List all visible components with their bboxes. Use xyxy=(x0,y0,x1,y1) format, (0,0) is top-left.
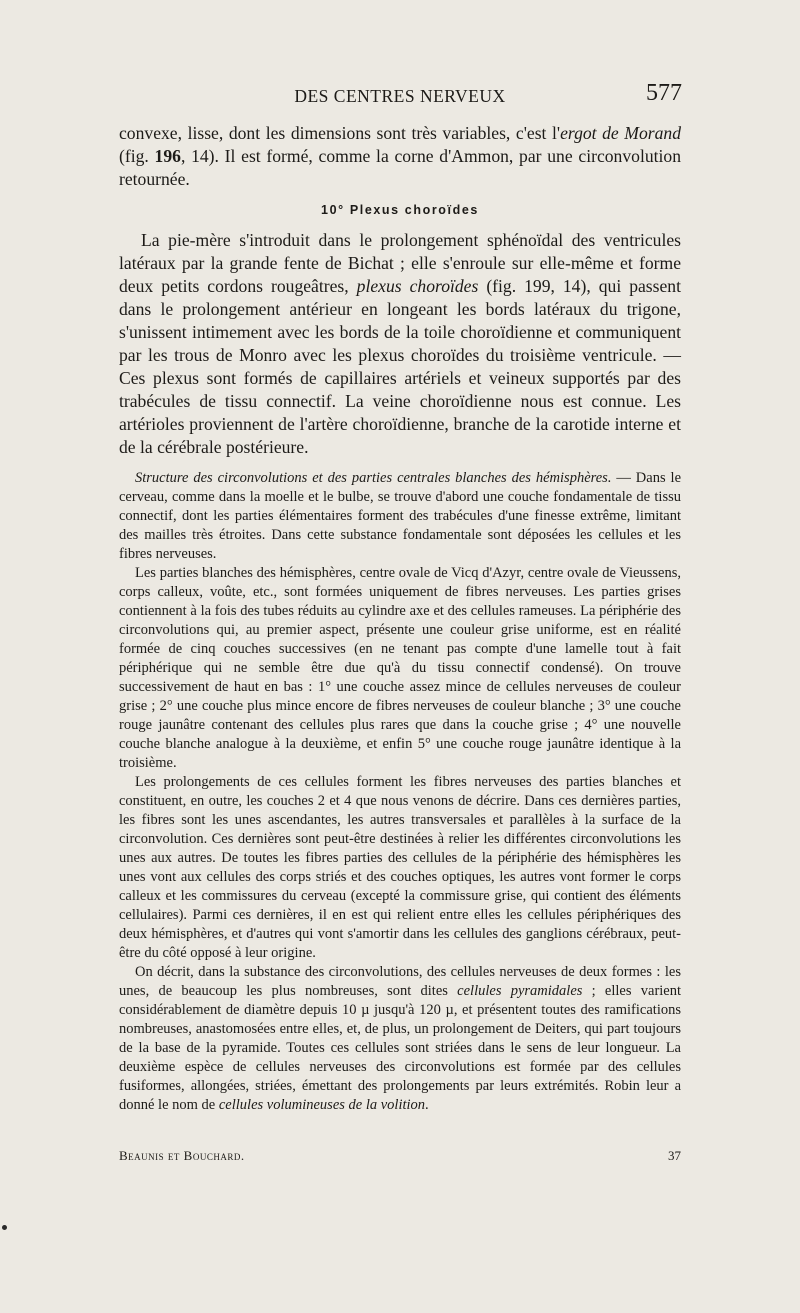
fine-paragraph-3: Les prolongements de ces cellules forment les fibres nerveuses des parties blanches et constituent, en outre, les couches 2 et 4 que nous venons de décrire. Dans ces dernières parties, les fibres sont les unes ascendantes, les autres transversales et parallèles à la surface de la circonvolution. Ces dernières sont peut-être destinées à relier les différentes circonvolutions les unes aux autres. De toutes les fibres parties des cellules de la périphérie des hémisphères les unes vont aux cellules des corps striés et des couches optiques, les autres vont former le corps calleux et les commissures du cerveau (excepté la commissure grise, qui contient des éléments cellulaires). Parmi ces dernières, il en est qui relient entre elles les cellules périphériques des deux hémisphères, et d'autres qui vont s'amortir dans les cellules des ganglions cérébraux, peut-être du côté opposé à leur origine. xyxy=(119,774,681,961)
intro-text-1: convexe, lisse, dont les dimensions sont très variables, c'est l' xyxy=(119,123,561,143)
intro-text-3: , 14). Il est formé, comme la corne d'Ammon, par une circonvolution retournée. xyxy=(119,146,681,189)
page-footer xyxy=(119,1148,681,1172)
intro-fig-number: 196 xyxy=(154,146,181,166)
fine-paragraph-2: Les parties blanches des hémisphères, centre ovale de Vicq d'Azyr, centre ovale de Vieussens, corps calleux, voûte, etc., sont formées uniquement de fibres nerveuses. Les parties grises contiennent à la fois des tubes réduits au cylindre axe et des cellules rameuses. La périphérie des circonvolutions qui, au premier aspect, présente une couleur grise uniforme, est en réalité formée de cinq couches successives (en ne tenant pas compte d'une lamelle tout à fait périphérique qui ne semble être due qu'à du tissu connectif condensé). On trouve successivement de haut en bas : 1° une couche assez mince de cellules nerveuses de couleur grise ; 2° une couche plus mince encore de fibres nerveuses de couleur blanche ; 3° une couche rouge jaunâtre contenant des cellules plus rares que dans la couche grise ; 4° une nouvelle couche blanche analogue à la deuxième, et enfin 5° une couche rouge jaunâtre identique à la troisième. xyxy=(119,565,681,771)
section-text-2: (fig. 199, 14), qui passent dans le prolongement antérieur en longeant les bords latéraux du trigone, s'unissent intimement avec les bords de la toile choroïdienne et communiquent par les trous de Monro avec les plexus choroïdes du troisième ventricule. — Ces plexus sont formés de capillaires artériels et veineux supportés par des trabécules de tissu connectif. La veine choroïdienne nous est connue. Les artérioles proviennent de l'artère choroïdienne, branche de la carotide interne et de la cérébrale postérieure. xyxy=(119,276,681,457)
sheet-number: 37 xyxy=(668,1148,681,1163)
section-term: plexus choroïdes xyxy=(356,276,479,296)
intro-term: ergot de Morand xyxy=(560,123,681,143)
fine-paragraph-4 xyxy=(119,963,681,1115)
section-heading: 10° Plexus choroïdes xyxy=(321,203,479,217)
section-text-1: La pie-mère s'introduit dans le prolongement sphénoïdal des ventricules latéraux par la grande fente de Bichat ; elle s'enroule sur elle-même et forme deux petits cordons rougeâtres, xyxy=(119,230,681,296)
printer-signature: Beaunis et Bouchard. xyxy=(119,1148,245,1163)
fine-term-1: cellules pyramidales xyxy=(457,983,583,999)
intro-paragraph xyxy=(119,122,681,191)
fine-title: Structure des circonvolutions et des parties centrales blanches des hémisphères. xyxy=(135,470,612,486)
intro-text-2: (fig. xyxy=(119,146,155,166)
fine-text-1: — Dans le cerveau, comme dans la moelle et le bulbe, se trouve d'abord une couche fondamentale de tissu connectif, dont les parties élémentaires forment des trabécules d'une finesse extrême, limitant des mailles très étroites. Dans cette substance fondamentale sont déposées les cellules et les fibres nerveuses. xyxy=(119,470,682,562)
running-title: DES CENTRES NERVEUX xyxy=(294,86,506,106)
binding-mark xyxy=(2,1225,7,1230)
page-header xyxy=(0,78,800,112)
fine-term-2: cellules volumineuses de la volition xyxy=(218,1097,426,1113)
section-paragraph xyxy=(119,229,681,459)
page-number: 577 xyxy=(646,80,682,106)
fine-text-4b: ; elles varient considérablement de diamètre depuis 10 µ jusqu'à 120 µ, et présentent toutes des ramifications nombreuses, anastomosées entre elles, et, de plus, un prolongement de Deiters, qui part toujours de la base de la pyramide. Toutes ces cellules sont striées dans le sens de leur longueur. La deuxième espèce de cellules nerveuses des circonvolutions est formée par des cellules fusiformes, allongées, striées, émettant des prolongements par leurs extrémités. Robin leur a donné le nom de xyxy=(119,983,682,1113)
body-text xyxy=(119,122,681,1115)
fine-text-4a: On décrit, dans la substance des circonvolutions, des cellules nerveuses de deux formes : les unes, de beaucoup les plus nombreuses, sont dites xyxy=(119,964,681,999)
fine-text-4c: . xyxy=(425,1097,429,1113)
fine-paragraph-1 xyxy=(119,469,681,564)
fine-print xyxy=(119,469,681,1115)
